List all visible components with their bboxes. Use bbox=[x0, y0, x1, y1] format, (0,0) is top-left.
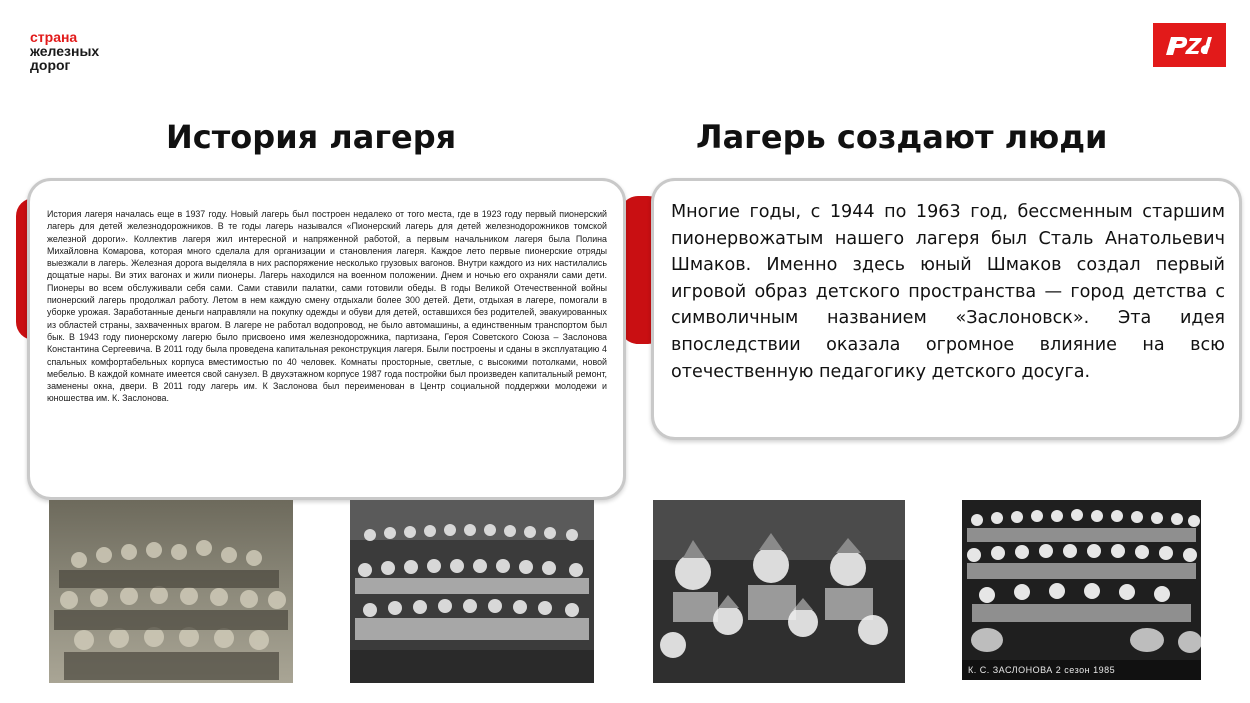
history-title: История лагеря bbox=[166, 118, 457, 156]
rzd-logo-icon bbox=[1153, 23, 1226, 67]
brand-line-2: железных bbox=[30, 43, 100, 59]
camp-photo-4 bbox=[962, 500, 1201, 680]
people-text: Многие годы, с 1944 по 1963 год, бессменным старшим пионервожатым нашего лагеря был Сталь Анатольевич Шмаков. Именно здесь юный Шмаков создал первый игровой образ детского пространства — город детства с символичным названием «Заслоновск». Эта идея впоследствии оказала огромное влияние на всю отечественную педагогику детского досуга. bbox=[671, 202, 1225, 382]
camp-photo-1 bbox=[49, 500, 293, 683]
people-text-box bbox=[651, 178, 1242, 440]
photo-4-caption: К. С. ЗАСЛОНОВА 2 сезон 1985 bbox=[968, 665, 1116, 675]
brand-wordmark bbox=[30, 30, 99, 72]
people-title: Лагерь создают люди bbox=[696, 118, 1108, 156]
brand-line-3: дорог bbox=[30, 57, 71, 73]
brand-line-1: страна bbox=[30, 29, 78, 45]
history-text: История лагеря началась еще в 1937 году. Новый лагерь был построен недалеко от того места, где в 1923 году первый пионерский лагерь для детей железнодорожников. В те годы лагерь назывался «Пионерский лагерь для детей железнодорожников томской железной дороги». Коллектив лагеря жил интересной и напряженной работой, а первым начальником лагеря была Полина Михайловна Комарова, которая много сделала для организации и становления лагеря. Каждое лето первые пионерские отряды выезжали в лагерь. Железная дорога выделяла в них распоряжение несколько грузовых вагонов. Внутри каждого из них настилались дощатые нары. Ви этих вагонах и жили пионеры. Лагерь находился на военном положении. Днем и ночью его охраняли сами дети. Пионеры во всем обслуживали себя сами. Сами ставили палатки, сами готовили обеды. В годы Великой Отечественной войны пионерский лагерь продолжал работу. Летом в нем каждую смену отдыхали более 300 детей. Дети, отдыхая в лагере, помогали в уборке урожая. Заработанные деньги направляли на покупку одежды и обуви для детей, оставшихся без родителей, эвакуированных из областей страны, захваченных врагом. В лагере не работал водопровод, не было автомашины, а единственным транспортом был бык. В 1943 году пионерскому лагерю было присвоено имя железнодорожника, партизана, Героя Советского Союза – Заслонова Константина Сергеевича. В 2011 году была проведена капитальная реконструкция лагеря. Были построены и сданы в эксплуатацию 4 спальных комфортабельных корпуса вместимостью по 40 человек. Комнаты просторные, светлые, с высокими потолками, новой мебелью. В каждой комнате имеется свой санузел. В двухэтажном корпусе 1987 года постройки был произведен капитальный ремонт, заменены окна, двери. В 2011 году лагерь им. К Заслонова был переименован в Центр социальной поддержки молодежи и юношества им. К. Заслонова. bbox=[47, 209, 607, 404]
camp-photo-2 bbox=[350, 500, 594, 683]
history-text-box bbox=[27, 178, 626, 500]
camp-photo-3 bbox=[653, 500, 905, 683]
